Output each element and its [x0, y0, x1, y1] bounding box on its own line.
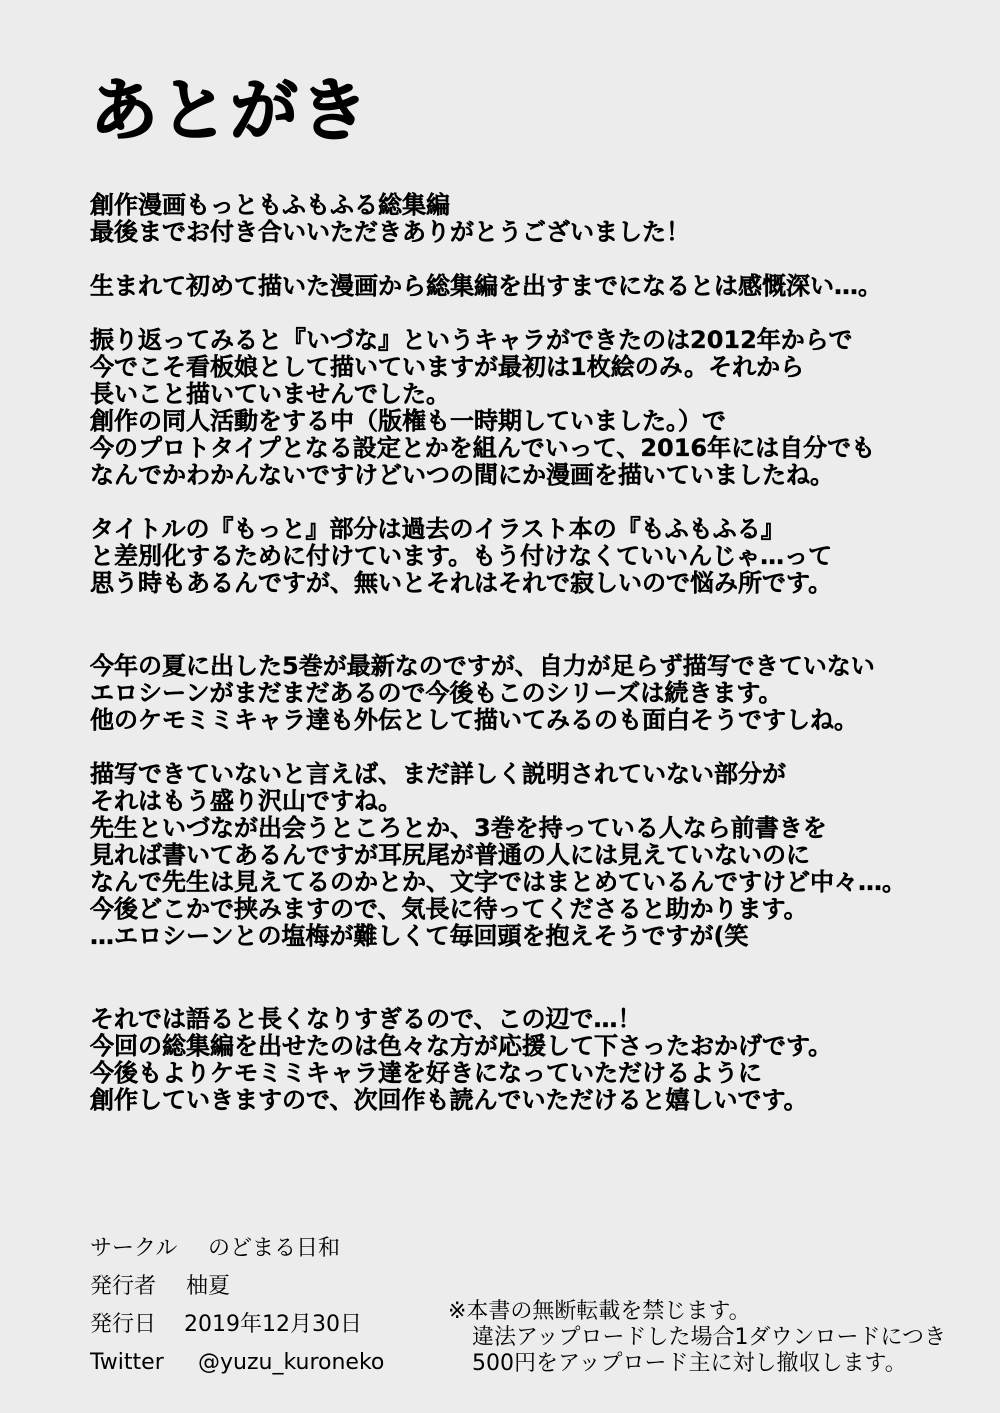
text-line: 今後もよりケモミミキャラ達を好きになっていただけるように: [90, 1059, 762, 1087]
paragraph-title-origin: [90, 516, 980, 597]
text-line: 創作漫画もっともふもふる総集編: [90, 191, 450, 219]
paragraph-closing: [90, 1006, 980, 1114]
text-line: 見れば書いてあるんですが耳尻尾が普通の人には見えていないのに: [90, 841, 810, 869]
colophon-twitter: [90, 1348, 384, 1386]
text-line: なんで先生は見えてるのかとか、文字ではまとめているんですけど中々…。: [90, 868, 906, 896]
page-title: あとがき: [90, 72, 371, 151]
text-line: と差別化するために付けています。もう付けなくていいんじゃ…って: [90, 542, 833, 570]
afterword-body: [90, 192, 980, 1114]
text-line: それでは語ると長くなりすぎるので、この辺で…！: [90, 1005, 642, 1033]
text-line: 今後どこかで挟みますので、気長に待ってくださると助かります。: [90, 895, 808, 923]
colophon: [90, 1234, 384, 1386]
text-line: 今のプロトタイプとなる設定とかを組んでいって、2016年には自分でも: [90, 434, 876, 462]
text-line: 最後までお付き合いいただきありがとうございました！: [90, 218, 690, 246]
text-line: 今でこそ看板娘として描いていますが最初は1枚絵のみ。それから: [90, 353, 805, 381]
notice-line: 違法アップロードした場合1ダウンロードにつき: [472, 1325, 947, 1350]
twitter-handle: @yuzu_kuroneko: [198, 1350, 385, 1375]
text-line: なんでかわかんないですけどいつの間にか漫画を描いていましたね。: [90, 461, 834, 489]
circle-label: サークル: [90, 1236, 178, 1261]
paragraph-series: [90, 653, 980, 734]
colophon-publisher: [90, 1272, 384, 1310]
text-line: 長いこと描いていませんでした。: [90, 380, 450, 408]
notice-line: 500円をアップロード主に対し撤収します。: [472, 1351, 907, 1376]
text-line: エロシーンがまだまだあるので今後もこのシリーズは続きます。: [90, 679, 783, 707]
publisher-label: 発行者: [90, 1274, 157, 1299]
twitter-label: Twitter: [90, 1350, 164, 1375]
text-line: タイトルの『もっと』部分は過去のイラスト本の『もふもふる』: [90, 515, 785, 543]
publisher-value: 柚夏: [186, 1274, 231, 1299]
paragraph-unexplained: [90, 761, 980, 950]
paragraph-intro: [90, 192, 980, 246]
text-line: 思う時もあるんですが、無いとそれはそれで寂しいので悩み所です。: [90, 569, 833, 597]
text-line: 生まれて初めて描いた漫画から総集編を出すまでになるとは感慨深い…。: [90, 272, 882, 300]
date-label: 発行日: [90, 1312, 157, 1337]
paragraph-impression: [90, 273, 980, 300]
text-line: 創作していきますので、次回作も読んでいただけると嬉しいです。: [90, 1086, 808, 1114]
date-value: 2019年12月30日: [184, 1312, 362, 1337]
text-line: 先生といづなが出会うところとか、3巻を持っている人なら前書きを: [90, 814, 827, 842]
copyright-notice: [448, 1299, 946, 1377]
colophon-circle: [90, 1234, 384, 1272]
text-line: …エロシーンとの塩梅が難しくて毎回頭を抱えそうですが(笑: [90, 922, 749, 950]
text-line: 振り返ってみると『いづな』というキャラができたのは2012年からで: [90, 326, 853, 354]
paragraph-history: [90, 327, 980, 489]
notice-line: ※本書の無断転載を禁じます。: [448, 1299, 751, 1324]
text-line: 描写できていないと言えば、まだ詳しく説明されていない部分が: [90, 760, 786, 788]
circle-value: のどまる日和: [208, 1236, 341, 1261]
text-line: それはもう盛り沢山ですね。: [90, 787, 402, 815]
text-line: 今年の夏に出した5巻が最新なのですが、自力が足らず描写できていない: [90, 652, 875, 680]
colophon-date: [90, 1310, 384, 1348]
text-line: 創作の同人活動をする中（版権も一時期していました。）で: [90, 407, 726, 435]
text-line: 今回の総集編を出せたのは色々な方が応援して下さったおかげです。: [90, 1032, 833, 1060]
text-line: 他のケモミミキャラ達も外伝として描いてみるのも面白そうですしね。: [90, 706, 858, 734]
